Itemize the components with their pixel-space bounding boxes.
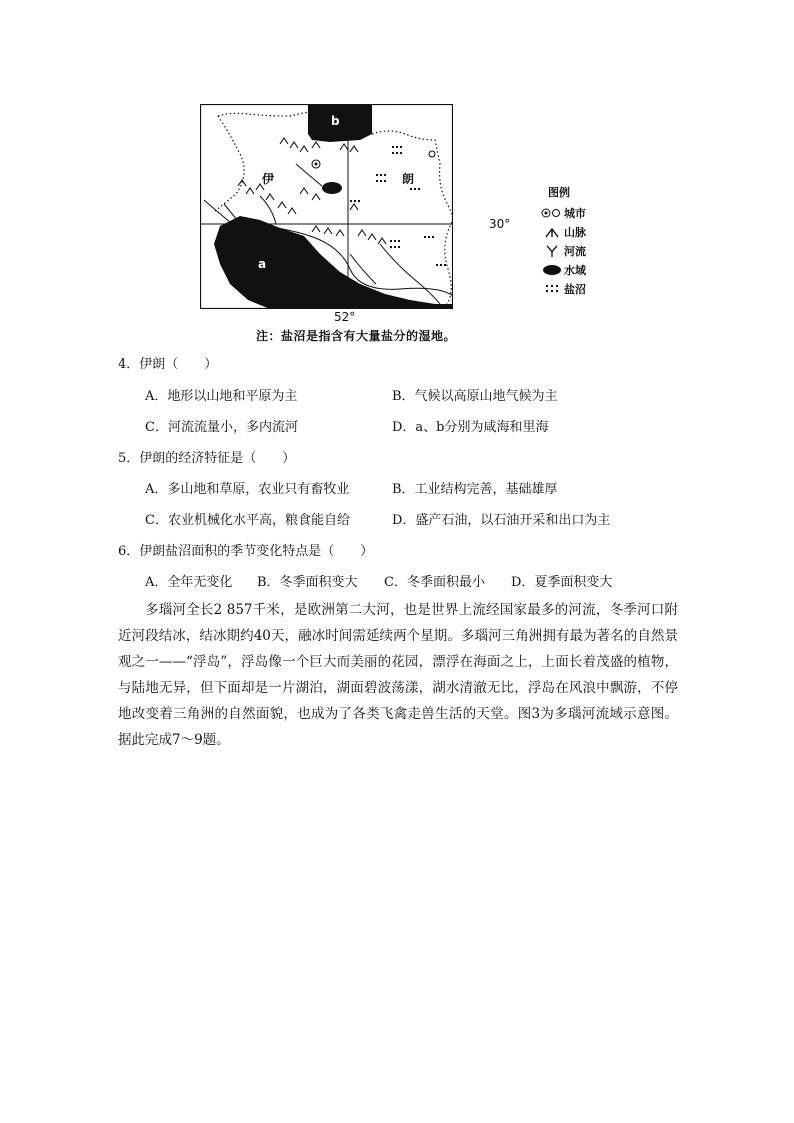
map-note: 注：盐沼是指含有大量盐分的湿地。: [256, 329, 457, 343]
map-drawing: [200, 104, 453, 309]
question-4-option-a: A．地形以山地和平原为主: [145, 389, 298, 404]
map-label-a: a: [258, 257, 267, 271]
question-5-stem: 5．伊朗的经济特征是（ ）: [118, 451, 296, 466]
legend-item: 水域: [540, 260, 620, 279]
legend-item: 盐沼: [540, 279, 620, 298]
map-label-lang: 朗: [402, 172, 415, 186]
map-label-yi: 伊: [262, 172, 275, 186]
legend-title: 图例: [548, 186, 570, 199]
question-6-option-d: D．夏季面积变大: [511, 575, 613, 590]
question-5-option-d: D．盛产石油，以石油开采和出口为主: [392, 513, 611, 528]
legend-item: 河流: [540, 241, 620, 260]
legend-item: 城市: [540, 203, 620, 222]
question-6-option-b: B．冬季面积变大: [257, 575, 358, 590]
lon-label: 52°: [334, 310, 356, 324]
question-6-option-c: C．冬季面积最小: [384, 575, 485, 590]
salt-marsh-icon: [540, 281, 564, 297]
map-label-b: b: [331, 114, 340, 128]
question-5-option-c: C．农业机械化水平高，粮食能自给: [145, 513, 350, 528]
iran-map: [200, 104, 453, 309]
question-5-option-a: A．多山地和草原，农业只有畜牧业: [145, 482, 350, 497]
legend-item: 山脉: [540, 222, 620, 241]
river-icon: [540, 243, 564, 259]
question-4-option-c: C．河流流量小，多内流河: [145, 420, 298, 435]
question-6-stem: 6．伊朗盐沼面积的季节变化特点是（ ）: [118, 544, 374, 559]
question-4-stem: 4．伊朗（ ）: [118, 357, 218, 372]
question-5-option-b: B．工业结构完善，基础雄厚: [392, 482, 558, 497]
map-legend: [540, 184, 620, 298]
mountain-icon: [540, 224, 564, 240]
passage-text: 多瑙河全长2 857千米，是欧洲第二大河，也是世界上流经国家最多的河流，冬季河口附近河段结冰，结冰期约40天，融冰时间需延续两个星期。多瑙河三角洲拥有最为著名的自然景观之一——“浮岛”，浮岛像一个巨大而美丽的花园，漂浮在海面之上，上面长着茂盛的植物，与陆地无异，但下面却是一片湖泊，湖面碧波荡漾，湖水清澈无比，浮岛在风浪中飘游，不停地改变着三角洲的自然面貌，也成为了各类飞禽走兽生活的天堂。图3为多瑙河流域示意图。据此完成7～9题。: [118, 602, 678, 748]
city-icon: [540, 205, 564, 221]
lat-label: 30°: [489, 217, 511, 231]
question-4-option-b: B．气候以高原山地气候为主: [392, 389, 558, 404]
question-6-option-a: A．全年无变化: [145, 575, 233, 590]
water-icon: [540, 262, 564, 278]
question-4-option-d: D．a、b分别为咸海和里海: [392, 420, 549, 435]
danube-passage: [118, 597, 678, 753]
